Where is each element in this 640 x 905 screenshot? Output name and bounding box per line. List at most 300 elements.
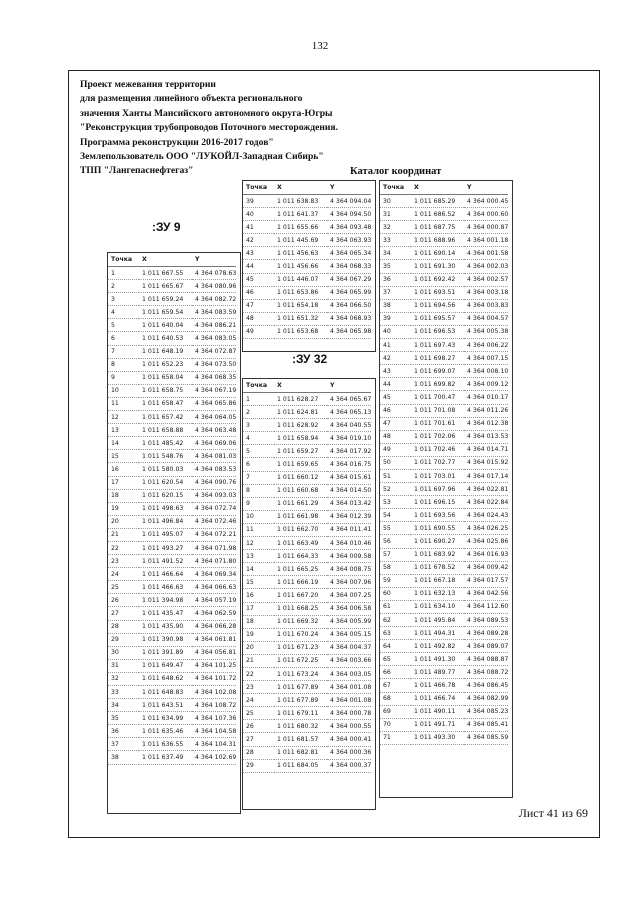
y-cell: 4 364 071.80 — [192, 555, 236, 568]
x-cell: 1 011 700.47 — [411, 391, 464, 404]
point-cell: 13 — [108, 424, 139, 437]
point-cell: 22 — [243, 667, 274, 680]
y-cell: 4 364 085.41 — [464, 718, 508, 731]
table-row — [380, 456, 508, 469]
point-cell: 27 — [108, 607, 139, 620]
table-row — [380, 653, 508, 666]
point-cell: 47 — [243, 299, 274, 312]
x-cell: 1 011 694.56 — [411, 299, 464, 312]
y-cell: 4 364 017.92 — [327, 445, 371, 458]
col-x: X — [411, 181, 464, 195]
point-cell: 15 — [108, 450, 139, 463]
x-cell: 1 011 391.89 — [139, 646, 192, 659]
y-cell: 4 364 040.55 — [327, 419, 371, 432]
x-cell: 1 011 491.30 — [411, 653, 464, 666]
point-cell: 2 — [243, 406, 274, 419]
point-cell: 26 — [108, 594, 139, 607]
point-cell: 9 — [243, 497, 274, 510]
x-cell: 1 011 485.42 — [139, 437, 192, 450]
x-cell: 1 011 659.27 — [274, 445, 327, 458]
y-cell: 4 364 067.29 — [327, 273, 371, 286]
y-cell: 4 364 011.26 — [464, 404, 508, 417]
table-row — [108, 594, 236, 607]
table-row — [380, 496, 508, 509]
point-cell: 51 — [380, 469, 411, 482]
point-cell: 53 — [380, 496, 411, 509]
table-row — [243, 325, 371, 338]
y-cell: 4 364 090.76 — [192, 476, 236, 489]
point-cell: 25 — [243, 707, 274, 720]
x-cell: 1 011 665.25 — [274, 563, 327, 576]
y-cell: 4 364 107.36 — [192, 712, 236, 725]
y-cell: 4 364 016.75 — [327, 458, 371, 471]
x-cell: 1 011 445.69 — [274, 234, 327, 247]
x-cell: 1 011 697.96 — [411, 483, 464, 496]
point-cell: 62 — [380, 614, 411, 627]
x-cell: 1 011 655.66 — [274, 221, 327, 234]
point-cell: 13 — [243, 550, 274, 563]
point-cell: 71 — [380, 731, 411, 744]
point-cell: 42 — [380, 352, 411, 365]
y-cell: 4 364 012.39 — [327, 510, 371, 523]
y-cell: 4 364 093.48 — [327, 221, 371, 234]
table-row — [243, 471, 371, 484]
y-cell: 4 364 010.17 — [464, 391, 508, 404]
table-row — [243, 208, 371, 221]
col-y: Y — [327, 379, 371, 393]
table-row — [243, 484, 371, 497]
x-cell: 1 011 667.20 — [274, 589, 327, 602]
y-cell: 4 364 003.18 — [464, 286, 508, 299]
table-row — [380, 535, 508, 548]
y-cell: 4 364 061.81 — [192, 633, 236, 646]
point-cell: 10 — [243, 510, 274, 523]
x-cell: 1 011 494.31 — [411, 627, 464, 640]
point-cell: 30 — [380, 195, 411, 208]
y-cell: 4 364 065.13 — [327, 406, 371, 419]
col-point: Точка — [108, 253, 139, 267]
y-cell: 4 364 000.87 — [464, 221, 508, 234]
point-cell: 19 — [108, 502, 139, 515]
y-cell: 4 364 104.31 — [192, 738, 236, 751]
y-cell: 4 364 063.93 — [327, 234, 371, 247]
point-cell: 43 — [380, 365, 411, 378]
zu32-cont-coords-table — [380, 181, 508, 745]
table-row — [380, 640, 508, 653]
table-row — [243, 707, 371, 720]
header-line: "Реконструкция трубопроводов Поточного месторождения. — [80, 122, 339, 134]
table-row — [108, 293, 236, 306]
table-row — [380, 273, 508, 286]
y-cell: 4 364 010.46 — [327, 537, 371, 550]
y-cell: 4 364 068.35 — [192, 371, 236, 384]
point-cell: 12 — [108, 411, 139, 424]
y-cell: 4 364 015.92 — [464, 456, 508, 469]
table-row — [243, 312, 371, 325]
point-cell: 32 — [380, 221, 411, 234]
x-cell: 1 011 394.98 — [139, 594, 192, 607]
table-row — [380, 221, 508, 234]
x-cell: 1 011 659.65 — [274, 458, 327, 471]
table-row — [380, 627, 508, 640]
point-cell: 37 — [380, 286, 411, 299]
point-cell: 16 — [108, 463, 139, 476]
x-cell: 1 011 686.52 — [411, 208, 464, 221]
point-cell: 16 — [243, 589, 274, 602]
table-row — [243, 694, 371, 707]
table-row — [380, 208, 508, 221]
x-cell: 1 011 696.53 — [411, 325, 464, 338]
table-row — [380, 339, 508, 352]
zu9-table-box — [107, 252, 241, 814]
table-row — [380, 391, 508, 404]
point-cell: 24 — [243, 694, 274, 707]
table-row — [108, 515, 236, 528]
point-cell: 66 — [380, 666, 411, 679]
table-row — [243, 615, 371, 628]
table-row — [380, 430, 508, 443]
point-cell: 1 — [243, 393, 274, 406]
point-cell: 3 — [108, 293, 139, 306]
y-cell: 4 364 093.03 — [192, 489, 236, 502]
x-cell: 1 011 702.06 — [411, 430, 464, 443]
table-row — [108, 712, 236, 725]
zu32-coords-table — [243, 379, 371, 773]
y-cell: 4 364 112.60 — [464, 600, 508, 613]
table-row — [108, 541, 236, 554]
y-cell: 4 364 088.72 — [464, 666, 508, 679]
y-cell: 4 364 068.93 — [327, 312, 371, 325]
x-cell: 1 011 491.71 — [411, 718, 464, 731]
x-cell: 1 011 654.18 — [274, 299, 327, 312]
y-cell: 4 364 101.25 — [192, 659, 236, 672]
y-cell: 4 364 101.72 — [192, 672, 236, 685]
zu9-label: :ЗУ 9 — [152, 220, 181, 234]
table-row — [243, 654, 371, 667]
table-row — [380, 443, 508, 456]
x-cell: 1 011 628.27 — [274, 393, 327, 406]
table-row — [243, 589, 371, 602]
point-cell: 38 — [108, 751, 139, 764]
y-cell: 4 364 094.04 — [327, 195, 371, 208]
table-row — [108, 306, 236, 319]
point-cell: 61 — [380, 600, 411, 613]
y-cell: 4 364 089.28 — [464, 627, 508, 640]
point-cell: 36 — [108, 725, 139, 738]
y-cell: 4 364 003.83 — [464, 299, 508, 312]
point-cell: 12 — [243, 537, 274, 550]
point-cell: 15 — [243, 576, 274, 589]
x-cell: 1 011 491.52 — [139, 555, 192, 568]
point-cell: 43 — [243, 247, 274, 260]
table-row — [108, 751, 236, 764]
y-cell: 4 364 042.56 — [464, 587, 508, 600]
x-cell: 1 011 668.25 — [274, 602, 327, 615]
x-cell: 1 011 691.30 — [411, 260, 464, 273]
point-cell: 7 — [243, 471, 274, 484]
x-cell: 1 011 489.77 — [411, 666, 464, 679]
table-row — [243, 445, 371, 458]
y-cell: 4 364 082.99 — [464, 692, 508, 705]
point-cell: 7 — [108, 345, 139, 358]
point-cell: 55 — [380, 522, 411, 535]
y-cell: 4 364 012.38 — [464, 417, 508, 430]
table-row — [380, 260, 508, 273]
y-cell: 4 364 016.93 — [464, 548, 508, 561]
point-cell: 5 — [243, 445, 274, 458]
y-cell: 4 364 108.72 — [192, 699, 236, 712]
x-cell: 1 011 678.52 — [411, 561, 464, 574]
y-cell: 4 364 065.98 — [327, 325, 371, 338]
y-cell: 4 364 065.34 — [327, 247, 371, 260]
table-row — [243, 393, 371, 406]
x-cell: 1 011 698.27 — [411, 352, 464, 365]
table-row — [243, 510, 371, 523]
zu32-table-box — [242, 378, 376, 810]
x-cell: 1 011 466.74 — [411, 692, 464, 705]
table-row — [108, 397, 236, 410]
x-cell: 1 011 673.24 — [274, 667, 327, 680]
y-cell: 4 364 089.07 — [464, 640, 508, 653]
x-cell: 1 011 697.43 — [411, 339, 464, 352]
point-cell: 58 — [380, 561, 411, 574]
catalog-title: Каталог координат — [350, 166, 442, 177]
y-cell: 4 364 083.05 — [192, 332, 236, 345]
x-cell: 1 011 690.14 — [411, 247, 464, 260]
x-cell: 1 011 695.57 — [411, 312, 464, 325]
sheet-footer: Лист 41 из 69 — [518, 806, 588, 820]
x-cell: 1 011 466.78 — [411, 679, 464, 692]
point-cell: 37 — [108, 738, 139, 751]
x-cell: 1 011 634.10 — [411, 600, 464, 613]
zu32-cont-table-box — [379, 180, 513, 798]
x-cell: 1 011 683.92 — [411, 548, 464, 561]
point-cell: 36 — [380, 273, 411, 286]
table-row — [108, 620, 236, 633]
y-cell: 4 364 062.59 — [192, 607, 236, 620]
y-cell: 4 364 083.59 — [192, 306, 236, 319]
y-cell: 4 364 002.03 — [464, 260, 508, 273]
x-cell: 1 011 660.68 — [274, 484, 327, 497]
x-cell: 1 011 641.37 — [274, 208, 327, 221]
y-cell: 4 364 064.05 — [192, 411, 236, 424]
table-row — [108, 332, 236, 345]
y-cell: 4 364 007.25 — [327, 589, 371, 602]
col-y: Y — [327, 181, 371, 195]
x-cell: 1 011 693.56 — [411, 509, 464, 522]
y-cell: 4 364 082.72 — [192, 293, 236, 306]
point-cell: 48 — [243, 312, 274, 325]
point-cell: 41 — [243, 221, 274, 234]
table-row — [108, 502, 236, 515]
y-cell: 4 364 066.63 — [192, 581, 236, 594]
y-cell: 4 364 005.15 — [327, 628, 371, 641]
table-row — [108, 607, 236, 620]
x-cell: 1 011 702.77 — [411, 456, 464, 469]
x-cell: 1 011 680.32 — [274, 720, 327, 733]
point-cell: 33 — [108, 686, 139, 699]
x-cell: 1 011 634.99 — [139, 712, 192, 725]
table-row — [380, 561, 508, 574]
table-row — [243, 576, 371, 589]
y-cell: 4 364 072.74 — [192, 502, 236, 515]
table-row — [108, 568, 236, 581]
table-row — [380, 522, 508, 535]
x-cell: 1 011 670.24 — [274, 628, 327, 641]
x-cell: 1 011 658.04 — [139, 371, 192, 384]
x-cell: 1 011 661.29 — [274, 497, 327, 510]
table-row — [108, 411, 236, 424]
table-row — [243, 759, 371, 772]
x-cell: 1 011 435.47 — [139, 607, 192, 620]
x-cell: 1 011 701.08 — [411, 404, 464, 417]
point-cell: 28 — [108, 620, 139, 633]
table-row — [243, 195, 371, 208]
y-cell: 4 364 000.45 — [464, 195, 508, 208]
header-line: для размещения линейного объекта регионального — [80, 93, 303, 105]
point-cell: 32 — [108, 672, 139, 685]
table-row — [380, 509, 508, 522]
point-cell: 40 — [243, 208, 274, 221]
table-row — [108, 476, 236, 489]
y-cell: 4 364 069.34 — [192, 568, 236, 581]
x-cell: 1 011 490.11 — [411, 705, 464, 718]
y-cell: 4 364 056.81 — [192, 646, 236, 659]
point-cell: 33 — [380, 234, 411, 247]
y-cell: 4 364 083.53 — [192, 463, 236, 476]
y-cell: 4 364 002.57 — [464, 273, 508, 286]
point-cell: 2 — [108, 280, 139, 293]
header-line: Землепользователь ООО "ЛУКОЙЛ-Западная Сибирь" — [80, 151, 324, 163]
y-cell: 4 364 013.53 — [464, 430, 508, 443]
x-cell: 1 011 636.55 — [139, 738, 192, 751]
y-cell: 4 364 017.14 — [464, 469, 508, 482]
y-cell: 4 364 005.38 — [464, 325, 508, 338]
point-cell: 42 — [243, 234, 274, 247]
table-row — [108, 489, 236, 502]
y-cell: 4 364 007.15 — [464, 352, 508, 365]
table-row — [380, 731, 508, 744]
x-cell: 1 011 687.75 — [411, 221, 464, 234]
y-cell: 4 364 000.78 — [327, 707, 371, 720]
x-cell: 1 011 662.70 — [274, 523, 327, 536]
table-row — [108, 319, 236, 332]
header-line: значения Ханты Мансийского автономного округа-Югры — [80, 107, 333, 119]
y-cell: 4 364 000.41 — [327, 733, 371, 746]
table-row — [243, 406, 371, 419]
table-row — [380, 352, 508, 365]
point-cell: 39 — [243, 195, 274, 208]
zu9-cont-table-box — [242, 180, 376, 352]
y-cell: 4 364 086.45 — [464, 679, 508, 692]
y-cell: 4 364 104.58 — [192, 725, 236, 738]
y-cell: 4 364 066.28 — [192, 620, 236, 633]
x-cell: 1 011 699.07 — [411, 365, 464, 378]
point-cell: 35 — [108, 712, 139, 725]
y-cell: 4 364 024.43 — [464, 509, 508, 522]
x-cell: 1 011 685.29 — [411, 195, 464, 208]
point-cell: 14 — [243, 563, 274, 576]
y-cell: 4 364 065.67 — [327, 393, 371, 406]
table-row — [380, 705, 508, 718]
y-cell: 4 364 072.87 — [192, 345, 236, 358]
x-cell: 1 011 492.82 — [411, 640, 464, 653]
x-cell: 1 011 677.89 — [274, 694, 327, 707]
point-cell: 5 — [108, 319, 139, 332]
point-cell: 17 — [108, 476, 139, 489]
point-cell: 31 — [380, 208, 411, 221]
table-row — [243, 628, 371, 641]
x-cell: 1 011 632.13 — [411, 587, 464, 600]
point-cell: 46 — [243, 286, 274, 299]
y-cell: 4 364 001.08 — [327, 681, 371, 694]
point-cell: 40 — [380, 325, 411, 338]
point-cell: 31 — [108, 659, 139, 672]
point-cell: 27 — [243, 733, 274, 746]
y-cell: 4 364 069.06 — [192, 437, 236, 450]
table-row — [243, 733, 371, 746]
x-cell: 1 011 620.54 — [139, 476, 192, 489]
y-cell: 4 364 080.96 — [192, 280, 236, 293]
x-cell: 1 011 657.42 — [139, 411, 192, 424]
x-cell: 1 011 669.32 — [274, 615, 327, 628]
y-cell: 4 364 065.99 — [327, 286, 371, 299]
table-row — [243, 458, 371, 471]
point-cell: 8 — [108, 358, 139, 371]
y-cell: 4 364 000.36 — [327, 746, 371, 759]
col-point: Точка — [243, 181, 274, 195]
point-cell: 65 — [380, 653, 411, 666]
x-cell: 1 011 466.64 — [139, 568, 192, 581]
point-cell: 24 — [108, 568, 139, 581]
table-row — [243, 550, 371, 563]
y-cell: 4 364 004.37 — [327, 641, 371, 654]
point-cell: 28 — [243, 746, 274, 759]
point-cell: 6 — [108, 332, 139, 345]
table-row — [380, 679, 508, 692]
x-cell: 1 011 653.86 — [274, 286, 327, 299]
table-row — [243, 286, 371, 299]
table-row — [380, 365, 508, 378]
x-cell: 1 011 661.98 — [274, 510, 327, 523]
y-cell: 4 364 025.86 — [464, 535, 508, 548]
point-cell: 45 — [243, 273, 274, 286]
point-cell: 23 — [108, 555, 139, 568]
point-cell: 25 — [108, 581, 139, 594]
table-row — [108, 672, 236, 685]
table-row — [108, 581, 236, 594]
table-row — [380, 587, 508, 600]
y-cell: 4 364 088.87 — [464, 653, 508, 666]
col-y: Y — [192, 253, 236, 267]
x-cell: 1 011 435.90 — [139, 620, 192, 633]
table-row — [108, 686, 236, 699]
table-row — [380, 469, 508, 482]
x-cell: 1 011 664.33 — [274, 550, 327, 563]
table-row — [108, 646, 236, 659]
x-cell: 1 011 658.94 — [274, 432, 327, 445]
document-header — [80, 78, 338, 179]
x-cell: 1 011 671.23 — [274, 641, 327, 654]
x-cell: 1 011 702.46 — [411, 443, 464, 456]
point-cell: 41 — [380, 339, 411, 352]
x-cell: 1 011 635.46 — [139, 725, 192, 738]
col-x: X — [274, 181, 327, 195]
table-row — [108, 358, 236, 371]
zu9-cont-coords-table — [243, 181, 371, 339]
y-cell: 4 364 085.23 — [464, 705, 508, 718]
table-row — [108, 424, 236, 437]
